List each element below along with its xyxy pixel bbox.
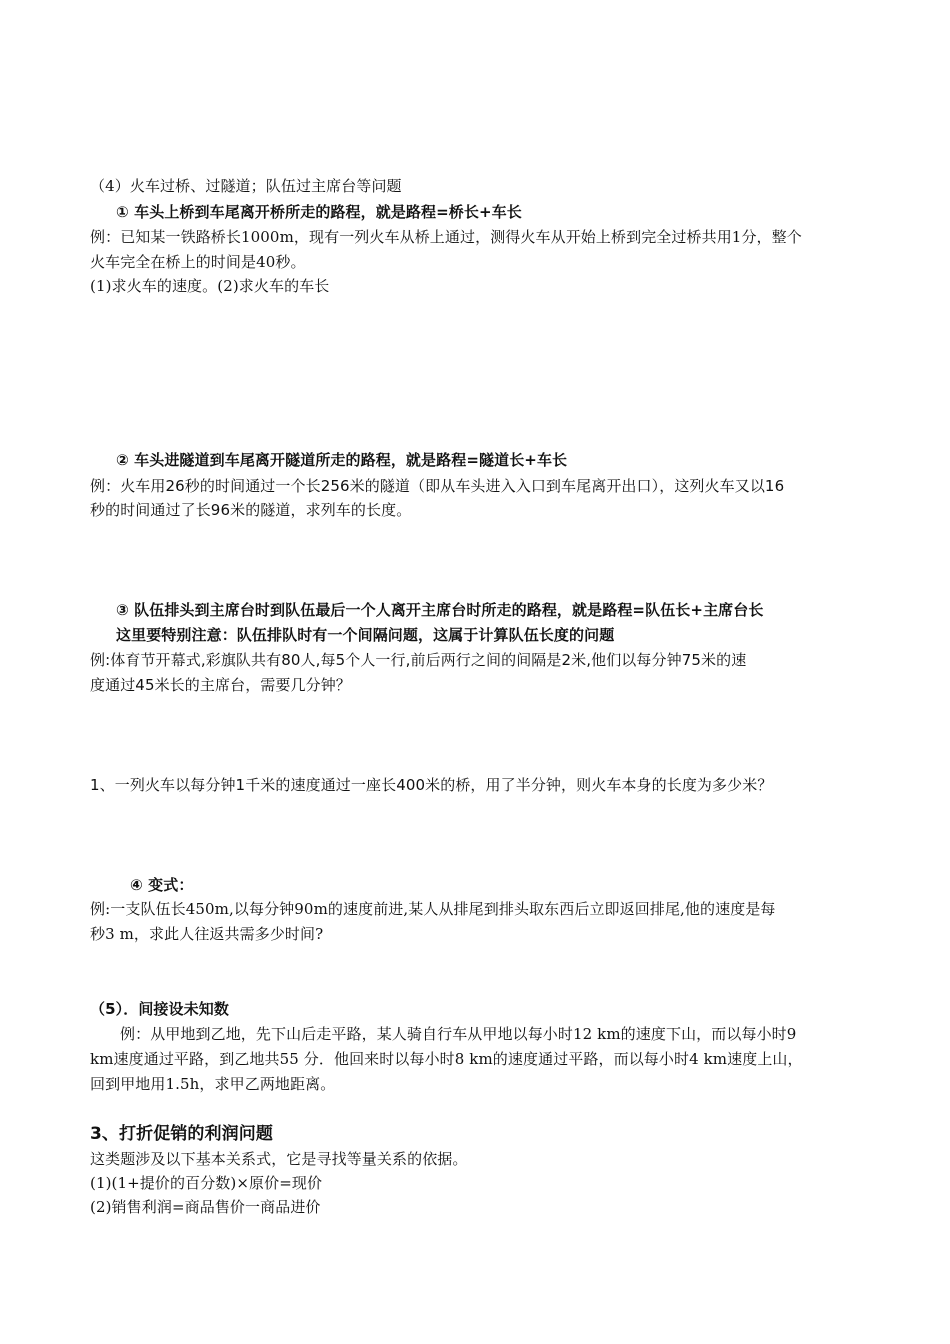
rule-parade-note: 这里要特别注意：队伍排队时有一个间隔问题，这属于计算队伍长度的问题 bbox=[116, 626, 615, 644]
example4-line2: 秒3 m，求此人往返共需多少时间? bbox=[90, 925, 324, 943]
formula-2: (2)销售利润=商品售价一商品进价 bbox=[90, 1198, 321, 1216]
section3-title: 3、打折促销的利润问题 bbox=[90, 1124, 273, 1144]
formula-1: (1)(1+提价的百分数)×原价=现价 bbox=[90, 1174, 323, 1192]
example5-line1: 例：从甲地到乙地，先下山后走平路，某人骑自行车从甲地以每小时12 km的速度下山，而以每小时9 bbox=[120, 1025, 797, 1043]
example2-line2: 秒的时间通过了长96米的隧道，求列车的长度。 bbox=[90, 501, 412, 519]
rule-bridge: ① 车头上桥到车尾离开桥所走的路程，就是路程=桥长+车长 bbox=[116, 203, 522, 221]
example5-line2: km速度通过平路，到乙地共55 分．他回来时以每小时8 km的速度通过平路，而以每小时4 km速度上山， bbox=[90, 1050, 803, 1068]
section3-intro: 这类题涉及以下基本关系式，它是寻找等量关系的依据。 bbox=[90, 1150, 468, 1168]
example1-line1: 例：已知某一铁路桥长1000m，现有一列火车从桥上通过，测得火车从开始上桥到完全过桥共用1分，整个 bbox=[90, 228, 802, 246]
example3-line2: 度通过45米长的主席台，需要几分钟？ bbox=[90, 676, 351, 694]
example3-line1: 例:体育节开幕式,彩旗队共有80人,每5个人一行,前后两行之间的间隔是2米,他们以每分钟75米的速 bbox=[90, 651, 747, 669]
example4-line1: 例:一支队伍长450m,以每分钟90m的速度前进,某人从排尾到排头取东西后立即返回排尾,他的速度是每 bbox=[90, 900, 776, 918]
rule-parade: ③ 队伍排头到主席台时到队伍最后一个人离开主席台时所走的路程，就是路程=队伍长+主席台长 bbox=[116, 601, 764, 619]
section5-title: （5）．间接设未知数 bbox=[90, 1000, 229, 1018]
example2-line1: 例：火车用26秒的时间通过一个长256米的隧道（即从车头进入入口到车尾离开出口），这列火车又以16 bbox=[90, 477, 785, 495]
example5-line3: 回到甲地用1.5h，求甲乙两地距离。 bbox=[90, 1075, 336, 1093]
rule-tunnel: ② 车头进隧道到车尾离开隧道所走的路程，就是路程=隧道长+车长 bbox=[116, 451, 568, 469]
example1-line2: 火车完全在桥上的时间是40秒。 bbox=[90, 253, 306, 271]
section4-title: （4）火车过桥、过隧道；队伍过主席台等问题 bbox=[90, 177, 402, 195]
rule-variant: ④ 变式： bbox=[130, 876, 194, 894]
example1-line3: (1)求火车的速度。(2)求火车的车长 bbox=[90, 277, 330, 295]
question1: 1、一列火车以每分钟1千米的速度通过一座长400米的桥，用了半分钟，则火车本身的长度为多少米？ bbox=[90, 776, 773, 794]
